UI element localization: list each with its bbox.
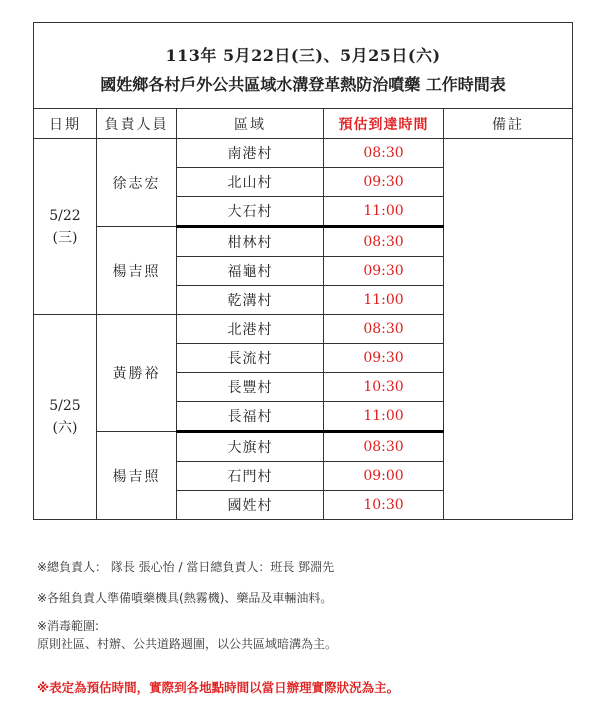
time-cell: 08:30 (324, 139, 444, 168)
header-note: 備註 (444, 109, 573, 139)
title-line-2: 國姓鄉各村戶外公共區域水溝登革熱防治噴藥 工作時間表 (100, 74, 506, 94)
date-cell (34, 315, 97, 520)
note-scope-text: 原則社區、村辦、公共道路週圍，以公共區域暗溝為主。 (37, 637, 338, 651)
note-warning: ※表定為預估時間，實際到各地點時間以當日辦理實際狀況為主。 (37, 680, 400, 695)
time-cell: 08:30 (324, 432, 444, 462)
schedule-table (33, 22, 573, 520)
area-cell: 柑林村 (177, 227, 324, 257)
time-cell: 11:00 (324, 402, 444, 432)
time-cell: 08:30 (324, 315, 444, 344)
area-cell: 南港村 (177, 139, 324, 168)
time-cell: 09:00 (324, 462, 444, 491)
header-person: 負責人員 (97, 109, 177, 139)
area-cell: 長福村 (177, 402, 324, 432)
time-cell: 11:00 (324, 197, 444, 227)
date-value: 5/25 (49, 398, 81, 414)
time-cell: 10:30 (324, 373, 444, 402)
area-cell: 國姓村 (177, 491, 324, 520)
person-cell: 楊吉照 (97, 432, 177, 520)
time-cell: 09:30 (324, 168, 444, 197)
person-cell: 黃勝裕 (97, 315, 177, 432)
weekday-value: (六) (52, 420, 78, 436)
area-cell: 長豐村 (177, 373, 324, 402)
person-cell: 徐志宏 (97, 139, 177, 227)
note-equipment: ※各組負責人準備噴藥機具(熱霧機)、藥品及車輛油料。 (37, 591, 333, 605)
time-cell: 11:00 (324, 286, 444, 315)
area-cell: 福龜村 (177, 257, 324, 286)
time-cell: 09:30 (324, 344, 444, 373)
area-cell: 乾溝村 (177, 286, 324, 315)
weekday-value: (三) (52, 229, 78, 246)
header-date: 日期 (34, 109, 97, 139)
area-cell: 大旗村 (177, 432, 324, 462)
date-cell (34, 139, 97, 315)
time-cell: 10:30 (324, 491, 444, 520)
note-responsible: ※總負責人： 隊長 張心怡 / 當日總負責人：班長 鄧淵先 (37, 560, 335, 574)
header-area: 區域 (177, 109, 324, 139)
header-time: 預估到達時間 (324, 109, 444, 139)
time-cell: 09:30 (324, 257, 444, 286)
schedule-sheet (33, 22, 572, 520)
area-cell: 北山村 (177, 168, 324, 197)
note-cell (444, 139, 573, 520)
area-cell: 大石村 (177, 197, 324, 227)
note-scope-title: ※消毒範圍: (37, 619, 100, 633)
area-cell: 長流村 (177, 344, 324, 373)
date-value: 5/22 (49, 207, 81, 224)
area-cell: 北港村 (177, 315, 324, 344)
title-line-1: 113年 5月22日(三)、5月25日(六) (165, 45, 441, 65)
title-cell (34, 23, 573, 109)
table-row (34, 139, 573, 168)
person-cell: 楊吉照 (97, 227, 177, 315)
header-row (34, 109, 573, 139)
area-cell: 石門村 (177, 462, 324, 491)
time-cell: 08:30 (324, 227, 444, 257)
